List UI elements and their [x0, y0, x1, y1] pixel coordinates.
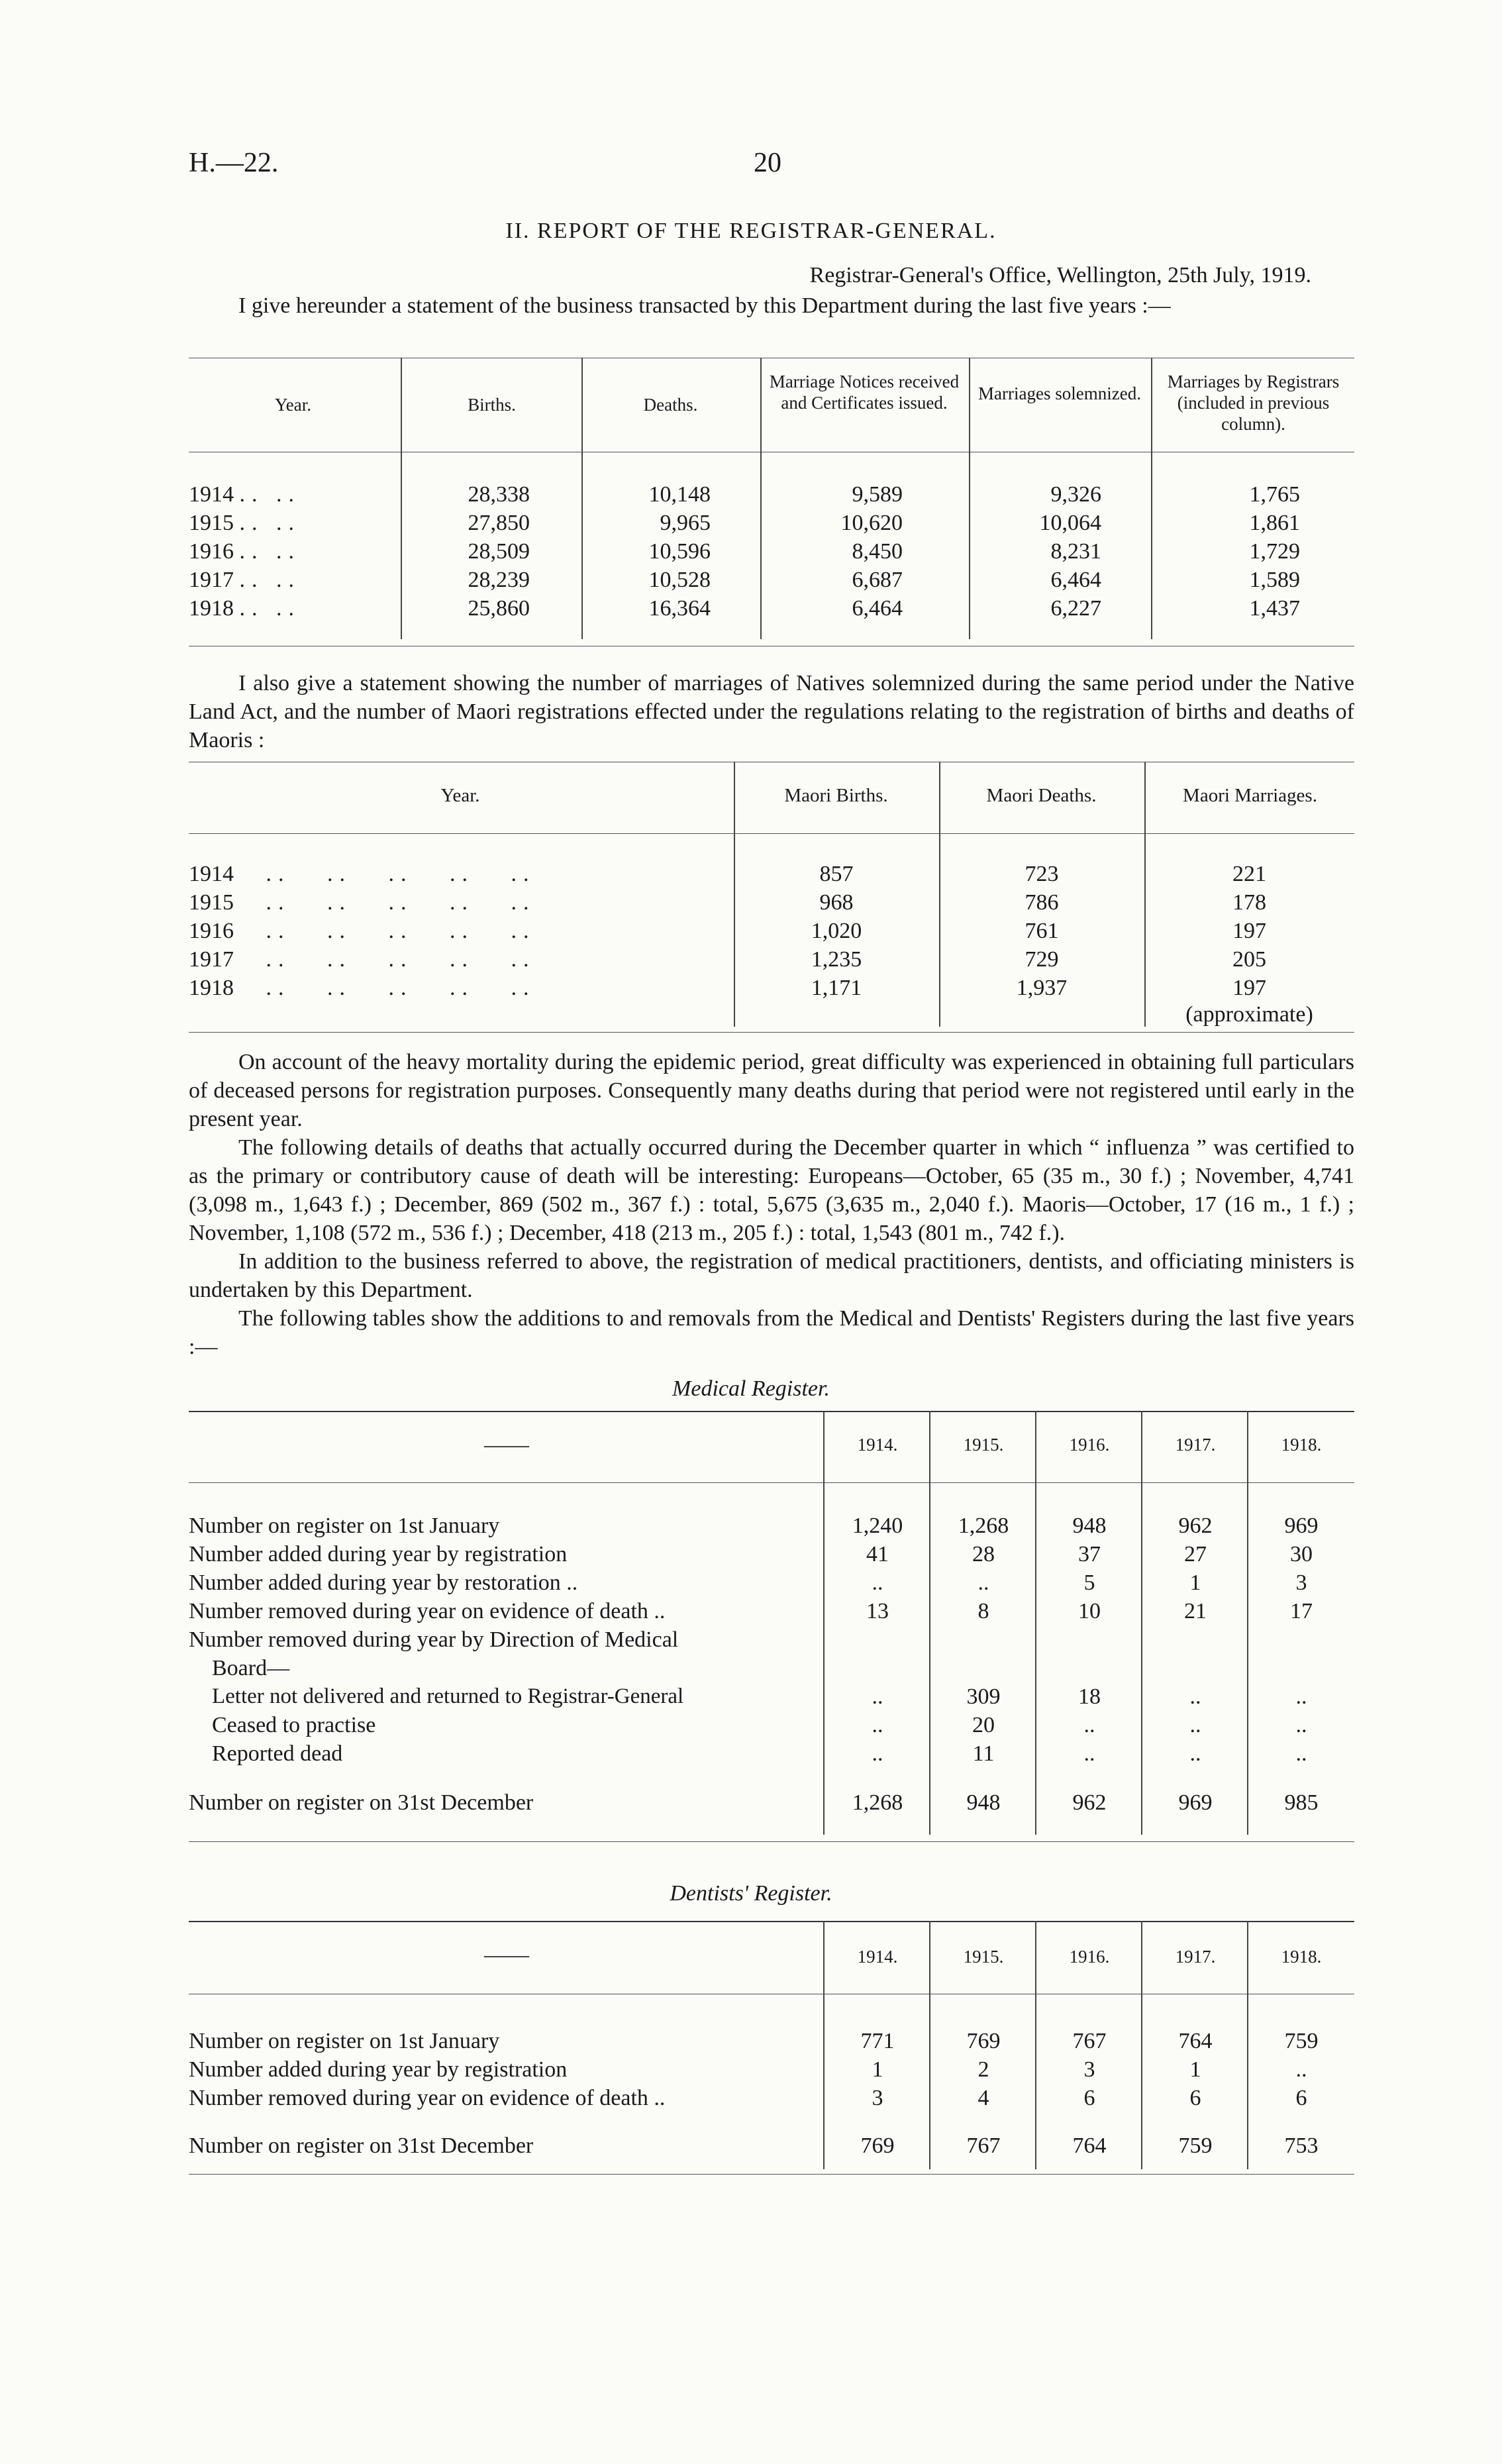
value-cell: ..	[872, 1713, 883, 1737]
value-cell: ..	[1189, 1684, 1201, 1709]
col-header-year: Year.	[274, 395, 311, 415]
value-cell: ..	[1189, 1741, 1201, 1766]
value-cell: 37	[1078, 1542, 1101, 1566]
year-cell: 1914	[189, 862, 234, 886]
office-address: Registrar-General's Office, Wellington, 25th July, 1919.	[809, 263, 1311, 287]
col-header-1917: 1917.	[1175, 1435, 1216, 1455]
value-cell: 948	[966, 1790, 1001, 1815]
col-header-births: Births.	[468, 395, 516, 415]
approximate-note: (approximate)	[1185, 1002, 1313, 1027]
col-header-maori-deaths: Maori Deaths.	[986, 785, 1097, 806]
value-cell: 759	[1178, 2133, 1213, 2158]
year-cell: 1918	[189, 596, 234, 621]
value-cell: 769	[966, 2029, 1001, 2053]
year-cell: 1915	[189, 890, 234, 915]
maori-births-cell: 1,020	[811, 919, 862, 943]
page-title: II. REPORT OF THE REGISTRAR-GENERAL.	[505, 219, 997, 243]
value-cell: 1	[872, 2057, 883, 2082]
year-cell: 1915	[189, 511, 234, 535]
value-cell: 767	[966, 2133, 1001, 2158]
row-label: Board—	[212, 1656, 290, 1680]
maori-births-cell: 1,171	[811, 976, 862, 1000]
maori-deaths-cell: 786	[1025, 890, 1059, 915]
notices-cell: 10,620	[840, 511, 903, 535]
value-cell: ..	[1295, 2057, 1307, 2082]
value-cell: 1,240	[852, 1514, 903, 1538]
value-cell: ..	[872, 1741, 883, 1766]
value-cell: ..	[1083, 1713, 1095, 1737]
notices-cell: 8,450	[852, 539, 903, 564]
value-cell: 3	[1295, 1570, 1307, 1595]
col-header-1916: 1916.	[1069, 1947, 1110, 1967]
value-cell: 309	[966, 1684, 1001, 1709]
header-dash: ——	[484, 1943, 529, 1967]
value-cell: 764	[1072, 2133, 1107, 2158]
maori-marriages-cell: 178	[1232, 890, 1266, 915]
value-cell: 17	[1290, 1599, 1313, 1623]
registers-intro-paragraph: The following tables show the additions to and removals from the Medical and Dentists' Registers during the last five years :—	[189, 1306, 1354, 1359]
maori-marriages-cell: 221	[1232, 862, 1266, 886]
row-label: Number removed during year on evidence of death ..	[189, 2086, 666, 2110]
row-label: Number added during year by registration	[189, 2057, 568, 2082]
maori-marriages-cell: 205	[1232, 947, 1266, 972]
registrars-cell: 1,861	[1249, 511, 1300, 535]
notices-cell: 9,589	[852, 482, 903, 507]
births-cell: 28,239	[468, 568, 530, 592]
deaths-cell: 10,528	[648, 568, 711, 592]
value-cell: 20	[972, 1713, 995, 1737]
value-cell: 1	[1189, 1570, 1201, 1595]
row-label: Number removed during year on evidence of death ..	[189, 1599, 666, 1623]
value-cell: 28	[972, 1542, 995, 1566]
value-cell: 27	[1184, 1542, 1207, 1566]
registrars-cell: 1,437	[1249, 596, 1300, 621]
year-cell: 1914	[189, 482, 234, 507]
births-cell: 28,338	[468, 482, 530, 507]
value-cell: ..	[1295, 1713, 1307, 1737]
col-header-1918: 1918.	[1281, 1435, 1322, 1455]
deaths-cell: 10,148	[648, 482, 711, 507]
value-cell: 3	[1083, 2057, 1095, 2082]
value-cell: 2	[977, 2057, 989, 2082]
document-code: H.—22.	[189, 148, 279, 178]
value-cell: 1	[1189, 2057, 1201, 2082]
row-label: Number added during year by restoration ..	[189, 1570, 578, 1595]
col-header-1918: 1918.	[1281, 1947, 1322, 1967]
births-cell: 27,850	[468, 511, 530, 535]
deaths-cell: 16,364	[648, 596, 711, 621]
value-cell: 759	[1284, 2029, 1319, 2053]
value-cell: 753	[1284, 2133, 1319, 2158]
value-cell: 21	[1184, 1599, 1207, 1623]
influenza-deaths-paragraph: The following details of deaths that actually occurred during the December quarter in which “ influenza ” was certified to as the primary or contributory cause of death will be interesting: Europeans—October, 65 (35 m., 30 f.) ; November, 4,741 (3,098 m., 1,643 f.) ; December, 869 (502 m., 367 f.) : total, 5,675 (3,635 m., 2,040 f.). Maoris—October, 17 (16 m., 1 f.) ; November, 1,108 (572 m., 536 f.) ; December, 418 (213 m., 205 f.) : total, 1,543 (801 m., 742 f.).	[189, 1135, 1354, 1245]
col-header-1915: 1915.	[963, 1435, 1004, 1455]
mortality-paragraphs	[189, 1048, 1354, 1361]
value-cell: 30	[1290, 1542, 1313, 1566]
native-marriages-paragraph: I also give a statement showing the number of marriages of Natives solemnized during the same period under the Native Land Act, and the number of Maori registrations effected under the regulations relating to the registration of births and deaths of Maoris :	[189, 671, 1354, 752]
value-cell: 969	[1178, 1790, 1213, 1815]
maori-marriages-cell: 197	[1232, 976, 1266, 1000]
col-header-1916: 1916.	[1069, 1435, 1110, 1455]
registration-paragraph: In addition to the business referred to above, the registration of medical practitioners, dentists, and officiating ministers is undertaken by this Department.	[189, 1249, 1354, 1302]
year-cell: 1916	[189, 919, 234, 943]
maori-deaths-cell: 761	[1025, 919, 1059, 943]
value-cell: ..	[1189, 1713, 1201, 1737]
value-cell: ..	[872, 1570, 883, 1595]
col-header-solemnized: Marriages solemnized.	[978, 384, 1141, 403]
solemnized-cell: 9,326	[1050, 482, 1101, 507]
value-cell: 764	[1178, 2029, 1213, 2053]
row-label: Letter not delivered and returned to Registrar-General	[212, 1684, 684, 1708]
col-header-maori-births: Maori Births.	[784, 785, 888, 806]
header-dash: ——	[484, 1433, 529, 1457]
solemnized-cell: 10,064	[1039, 511, 1101, 535]
births-cell: 25,860	[468, 596, 530, 621]
year-cell: 1916	[189, 539, 234, 564]
value-cell: 8	[977, 1599, 989, 1623]
col-header-1917: 1917.	[1175, 1947, 1216, 1967]
notices-cell: 6,464	[852, 596, 903, 621]
maori-births-cell: 1,235	[811, 947, 862, 972]
value-cell: 962	[1178, 1514, 1213, 1538]
row-label: Number added during year by registration	[189, 1542, 568, 1566]
col-header-1914: 1914.	[857, 1947, 898, 1967]
maori-deaths-cell: 729	[1025, 947, 1059, 972]
value-cell: 3	[872, 2086, 883, 2110]
maori-deaths-cell: 723	[1025, 862, 1059, 886]
intro-paragraph: I give hereunder a statement of the business transacted by this Department during the last five years :—	[238, 293, 1171, 318]
row-label: Number on register on 31st December	[189, 2133, 534, 2158]
value-cell: ..	[872, 1684, 883, 1709]
value-cell: 969	[1284, 1514, 1319, 1538]
value-cell: ..	[1295, 1741, 1307, 1766]
year-cell: 1918	[189, 976, 234, 1000]
value-cell: 5	[1083, 1570, 1095, 1595]
deaths-cell: 9,965	[660, 511, 711, 535]
value-cell: 11	[972, 1741, 995, 1766]
value-cell: 948	[1072, 1514, 1107, 1538]
value-cell: 1,268	[852, 1790, 903, 1815]
col-header-1915: 1915.	[963, 1947, 1004, 1967]
col-header-deaths: Deaths.	[643, 395, 698, 415]
registrars-cell: 1,765	[1249, 482, 1300, 507]
value-cell: 6	[1189, 2086, 1201, 2110]
row-label: Number on register on 1st January	[189, 2029, 500, 2053]
maori-births-cell: 857	[819, 862, 854, 886]
value-cell: 10	[1078, 1599, 1101, 1623]
row-label: Number on register on 1st January	[189, 1514, 500, 1538]
value-cell: 769	[860, 2133, 895, 2158]
solemnized-cell: 6,464	[1050, 568, 1101, 592]
col-header-1914: 1914.	[857, 1435, 898, 1455]
value-cell: 4	[977, 2086, 989, 2110]
col-header-by-registrars: Marriages by Registrars (included in previous column).	[1167, 372, 1340, 434]
row-label: Number on register on 31st December	[189, 1790, 534, 1815]
maori-deaths-cell: 1,937	[1016, 976, 1068, 1000]
col-header-notices: Marriage Notices received and Certificates issued.	[769, 372, 960, 413]
value-cell: 771	[860, 2029, 895, 2053]
value-cell: ..	[1295, 1684, 1307, 1709]
value-cell: 767	[1072, 2029, 1107, 2053]
row-label: Number removed during year by Direction of Medical	[189, 1627, 679, 1652]
year-cell: 1917	[189, 947, 234, 972]
dentists-register-caption: Dentists' Register.	[670, 1881, 832, 1906]
value-cell: 6	[1295, 2086, 1307, 2110]
deaths-cell: 10,596	[648, 539, 711, 564]
row-label: Ceased to practise	[212, 1713, 376, 1737]
maori-births-cell: 968	[819, 890, 854, 915]
value-cell: 985	[1284, 1790, 1319, 1815]
value-cell: 1,268	[958, 1514, 1009, 1538]
row-label: Reported dead	[212, 1741, 343, 1766]
solemnized-cell: 6,227	[1050, 596, 1101, 621]
value-cell: 18	[1078, 1684, 1101, 1709]
births-cell: 28,509	[468, 539, 530, 564]
col-header-maori-marriages: Maori Marriages.	[1183, 785, 1317, 806]
medical-register-caption: Medical Register.	[672, 1376, 830, 1401]
maori-marriages-cell: 197	[1232, 919, 1266, 943]
notices-cell: 6,687	[852, 568, 903, 592]
registrars-cell: 1,589	[1249, 568, 1300, 592]
value-cell: 41	[866, 1542, 889, 1566]
value-cell: 6	[1083, 2086, 1095, 2110]
col-header-year: Year.	[440, 785, 480, 806]
value-cell: ..	[977, 1570, 989, 1595]
year-cell: 1917	[189, 568, 234, 592]
epidemic-paragraph: On account of the heavy mortality during the epidemic period, great difficulty was experienced in obtaining full particulars of deceased persons for registration purposes. Consequently many deaths during that period were not registered until early in the present year.	[189, 1050, 1354, 1131]
registrars-cell: 1,729	[1249, 539, 1300, 564]
value-cell: 962	[1072, 1790, 1107, 1815]
value-cell: ..	[1083, 1741, 1095, 1766]
solemnized-cell: 8,231	[1050, 539, 1101, 564]
value-cell: 13	[866, 1599, 889, 1623]
page-number: 20	[754, 148, 781, 178]
